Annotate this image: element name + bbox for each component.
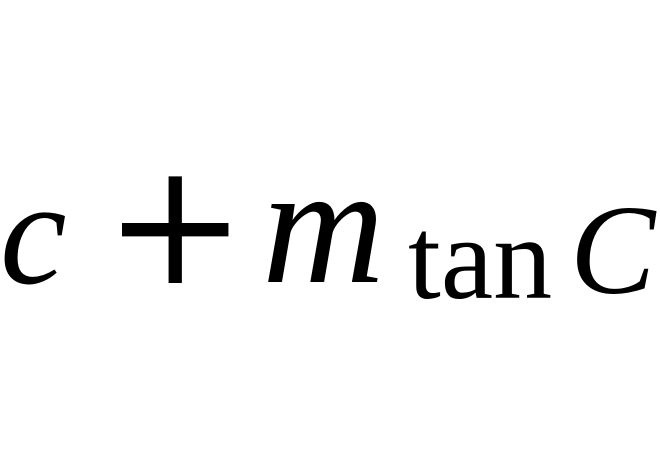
variable-m: m — [262, 131, 385, 319]
plus-operator: + — [104, 126, 247, 324]
variable-c: c — [0, 150, 67, 316]
subscript-function-tan: tan — [408, 193, 553, 324]
subscript-variable-c: C — [570, 179, 656, 321]
